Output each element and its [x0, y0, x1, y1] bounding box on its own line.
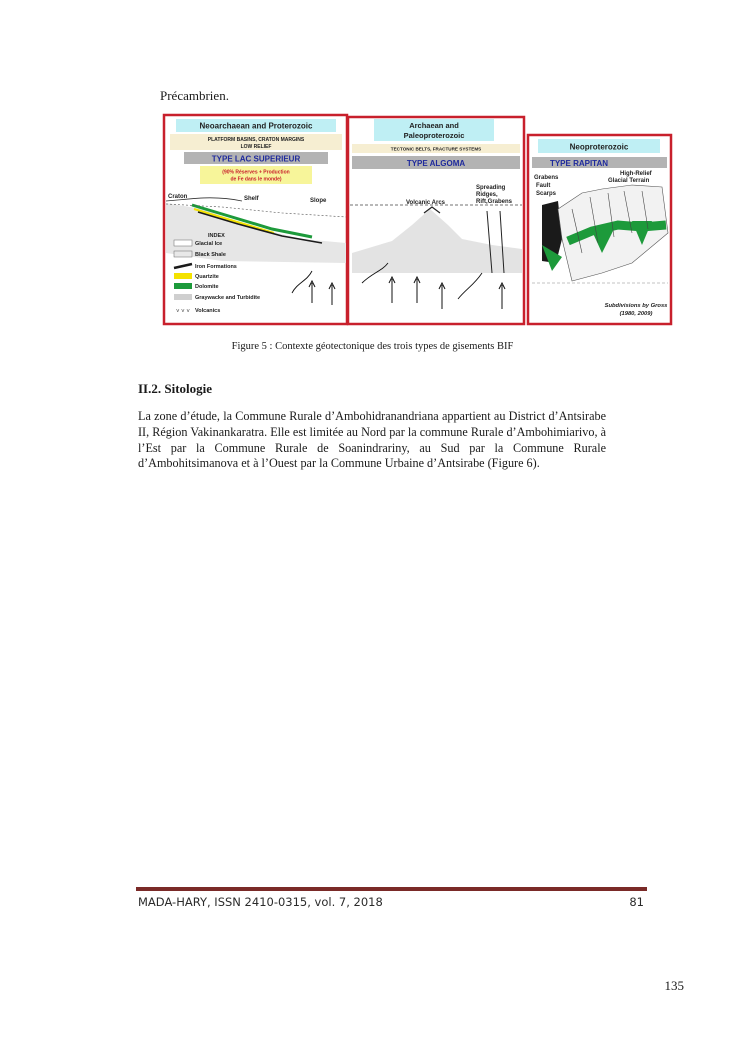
panel-1-type-label: TYPE LAC SUPERIEUR	[211, 154, 301, 164]
legend-label-iron-formations: Iron Formations	[195, 264, 237, 270]
panel-2-label-rift-grabens: Rift,Grabens	[476, 199, 513, 205]
panel-2-label-ridges: Ridges,	[476, 192, 498, 198]
figure-5-geotectonic-diagram	[162, 113, 674, 326]
legend-swatch-graywacke	[174, 294, 192, 300]
panel-2-title-line-1: Archaean and	[409, 121, 459, 130]
legend-title: INDEX	[208, 233, 225, 239]
legend-swatch-black-shale	[174, 251, 192, 257]
figure-caption: Figure 5 : Contexte géotectonique des trois types de gisements BIF	[231, 341, 514, 352]
panel-3-label-fault: Fault	[536, 183, 551, 189]
footer-journal: MADA-HARY, ISSN 2410-0315, vol. 7, 2018	[138, 895, 383, 909]
body-paragraph: La zone d’étude, la Commune Rurale d’Ambohidranandriana appartient au District d’Antsirabe II, Région Vakinankaratra. Elle est limitée au Nord par la commune Rurale d’Ambohimiarivo, à l’Est par la Commune Rurale de Soanindrariny, au Sud par la Commune Rurale d’Ambohitsimanova et à l’Ouest par la Commune Urbaine d’Antsirabe (Figure 6).	[138, 409, 606, 471]
panel-1-note-line-2: de Fe dans le monde)	[230, 176, 282, 183]
panel-3-credit-line-2: (1980, 2009)	[619, 311, 653, 317]
panel-3-credit-line-1: Subdivisions by Gross	[604, 303, 668, 309]
panel-2-label-volcanic-arcs: Volcanic Arcs	[406, 200, 446, 206]
panel-2-label-spreading: Spreading	[476, 185, 506, 191]
panel-3-label-grabens: Grabens	[534, 175, 559, 181]
panel-3-label-scarps: Scarps	[536, 191, 557, 197]
legend-swatch-volcanics: ˅ ˅ ˅	[176, 309, 190, 315]
panel-algoma	[348, 117, 524, 324]
page-number: 135	[664, 978, 684, 993]
panel-2-type-label: TYPE ALGOMA	[406, 159, 466, 168]
section-heading	[138, 381, 212, 397]
panel-3-label-glacial-terrain: Glacial Terrain	[608, 178, 650, 184]
lead-text: Précambrien.	[160, 88, 229, 103]
legend-label-dolomite: Dolomite	[195, 284, 219, 290]
panel-1-note-line-1: (90% Réserves + Production	[222, 169, 290, 176]
panel-3-title: Neoproterozoic	[569, 142, 629, 152]
section-title: Sitologie	[164, 381, 213, 396]
legend-swatch-quartzite	[174, 273, 192, 279]
legend-label-glacial-ice: Glacial Ice	[195, 241, 223, 247]
legend-swatch-dolomite	[174, 283, 192, 289]
panel-1-subtitle-line-2: LOW RELIEF	[240, 144, 272, 150]
section-number: II.2.	[138, 381, 162, 396]
panel-1-zone-shelf: Shelf	[244, 196, 259, 202]
panel-3-label-high-relief: High-Relief	[620, 171, 652, 177]
legend-label-quartzite: Quartzite	[195, 274, 219, 280]
footer-journal-page: 81	[629, 895, 644, 909]
panel-2-subtitle: TECTONIC BELTS, FRACTURE SYSTEMS	[390, 146, 482, 152]
panel-lake-superior	[164, 115, 347, 324]
panel-rapitan	[528, 135, 671, 324]
panel-3-type-label: TYPE RAPITAN	[549, 159, 609, 168]
panel-1-subtitle-line-1: PLATFORM BASINS, CRATON MARGINS	[207, 137, 305, 143]
legend-swatch-glacial-ice	[174, 240, 192, 246]
panel-1-zone-slope: Slope	[310, 198, 327, 204]
legend-label-black-shale: Black Shale	[195, 252, 226, 258]
panel-1-zone-craton: Craton	[168, 194, 188, 200]
legend-label-volcanics: Volcanics	[195, 308, 221, 314]
panel-2-title-line-2: Paleoproterozoic	[403, 131, 465, 140]
legend-label-graywacke: Graywacke and Turbidite	[195, 295, 261, 301]
panel-1-title: Neoarchaean and Proterozoic	[199, 121, 313, 131]
footer-rule	[136, 887, 647, 891]
